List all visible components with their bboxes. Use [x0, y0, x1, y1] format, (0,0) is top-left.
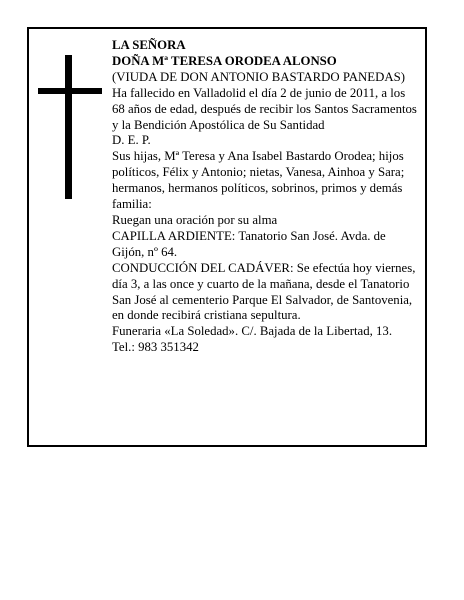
prayer-request: Ruegan una oración por su alma [112, 212, 278, 227]
rip: D. E. P. [112, 133, 151, 148]
deceased-name: DOÑA Mª TERESA ORODEA ALONSO [112, 53, 337, 68]
phone: Tel.: 983 351342 [112, 340, 199, 355]
family-list: Sus hijas, Mª Teresa y Ana Isabel Bastardo Orodea; hijos políticos, Félix y Antonio; nietas, Vanesa, Ainhoa y Sara; hermanos, hermanos políticos, sobrinos, primos y demás familia: [112, 149, 405, 212]
title-line-1: LA SEÑORA [112, 38, 186, 52]
widow-of: (VIUDA DE DON ANTONIO BASTARDO PANEDAS) [112, 69, 405, 84]
latin-cross-icon [38, 55, 102, 199]
death-announcement: Ha fallecido en Valladolid el día 2 de junio de 2011, a los 68 años de edad, después de recibir los Santos Sacramentos y la Bendición Apostólica de Su Santidad [112, 85, 417, 132]
funeral-home: Funeraria «La Soledad». C/. Bajada de la Libertad, 13. [112, 324, 393, 339]
obituary-text [112, 38, 420, 356]
chapel-info: CAPILLA ARDIENTE: Tanatorio San José. Avda. de Gijón, nº 64. [112, 228, 386, 259]
procession-info: CONDUCCIÓN DEL CADÁVER: Se efectúa hoy viernes, día 3, a las once y cuarto de la mañana, desde el Tanatorio San José al cementerio Parque El Salvador, de Santovenia, en donde recibirá cristiana sepultura. [112, 260, 416, 323]
